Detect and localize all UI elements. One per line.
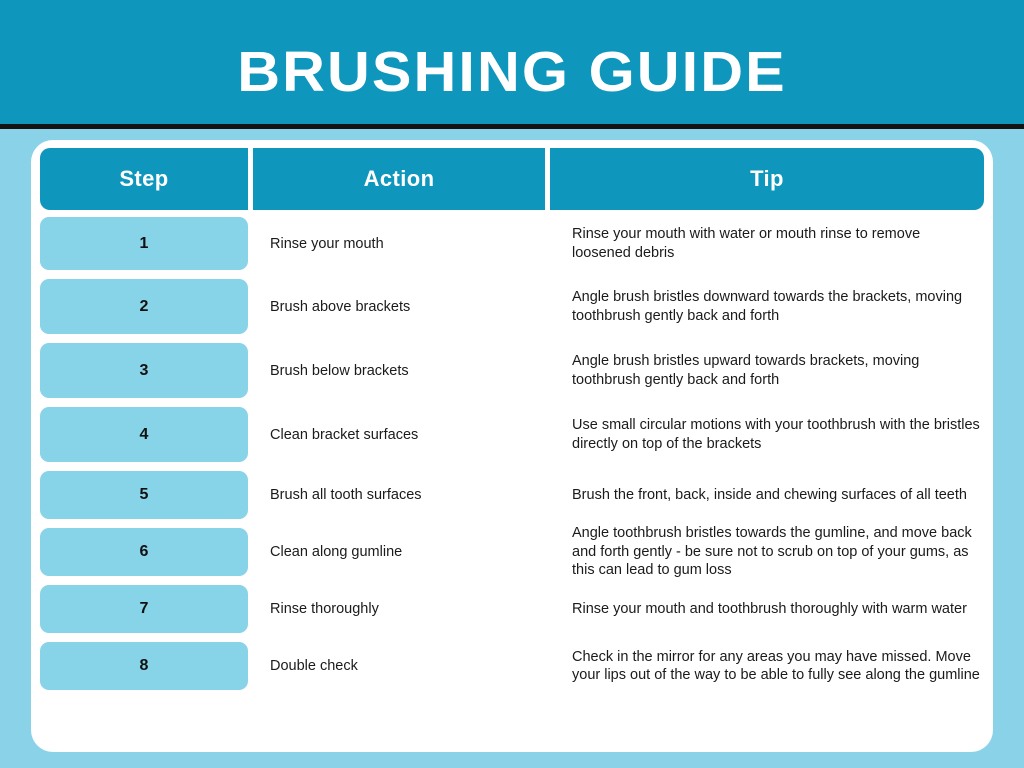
action-text: Clean along gumline — [270, 544, 403, 560]
tip-text: Angle toothbrush bristles towards the gumline, and move back and forth gently - be sure not to scrub on top of your gums, as this can lead to gum loss — [572, 525, 972, 579]
action-text: Brush all tooth surfaces — [270, 487, 422, 503]
table-row — [40, 279, 984, 334]
action-text: Double check — [270, 658, 358, 674]
step-number-pill: 7 — [40, 585, 248, 633]
brushing-guide-table — [40, 148, 984, 699]
step-number-pill: 2 — [40, 279, 248, 334]
action-text: Brush above brackets — [270, 298, 411, 315]
step-number-pill: 3 — [40, 343, 248, 398]
tip-text: Rinse your mouth and toothbrush thoroughly with warm water — [572, 600, 967, 617]
column-header-step: Step — [40, 148, 248, 210]
column-header-action: Action — [253, 148, 545, 210]
tip-text: Brush the front, back, inside and chewing surfaces of all teeth — [572, 486, 967, 503]
table-row — [40, 407, 984, 462]
page-title: BRUSHING GUIDE — [237, 40, 787, 104]
table-body — [40, 217, 984, 690]
step-number-pill: 4 — [40, 407, 248, 462]
column-header-tip: Tip — [550, 148, 984, 210]
table-row — [40, 343, 984, 398]
page-banner — [0, 0, 1024, 124]
action-text: Rinse your mouth — [270, 235, 384, 252]
table-row — [40, 642, 984, 690]
step-number-pill: 6 — [40, 528, 248, 576]
action-text: Brush below brackets — [270, 362, 409, 379]
tip-text: Use small circular motions with your toothbrush with the bristles directly on top of the brackets — [572, 417, 980, 452]
table-row — [40, 471, 984, 519]
tip-text: Angle brush bristles upward towards brackets, moving toothbrush gently back and forth — [572, 353, 920, 388]
tip-text: Rinse your mouth with water or mouth rinse to remove loosened debris — [572, 226, 921, 261]
tip-text: Check in the mirror for any areas you may have missed. Move your lips out of the way to be able to fully see along the gumline — [572, 648, 980, 683]
content-card — [31, 140, 993, 752]
table-header-row — [40, 148, 984, 210]
tip-text: Angle brush bristles downward towards the brackets, moving toothbrush gently back and forth — [572, 289, 963, 324]
action-text: Rinse thoroughly — [270, 601, 379, 617]
step-number-pill: 5 — [40, 471, 248, 519]
table-row — [40, 217, 984, 270]
step-number-pill: 1 — [40, 217, 248, 270]
action-text: Clean bracket surfaces — [270, 426, 419, 443]
step-number-pill: 8 — [40, 642, 248, 690]
table-row — [40, 525, 984, 579]
table-row — [40, 585, 984, 633]
banner-divider-rule — [0, 124, 1024, 129]
